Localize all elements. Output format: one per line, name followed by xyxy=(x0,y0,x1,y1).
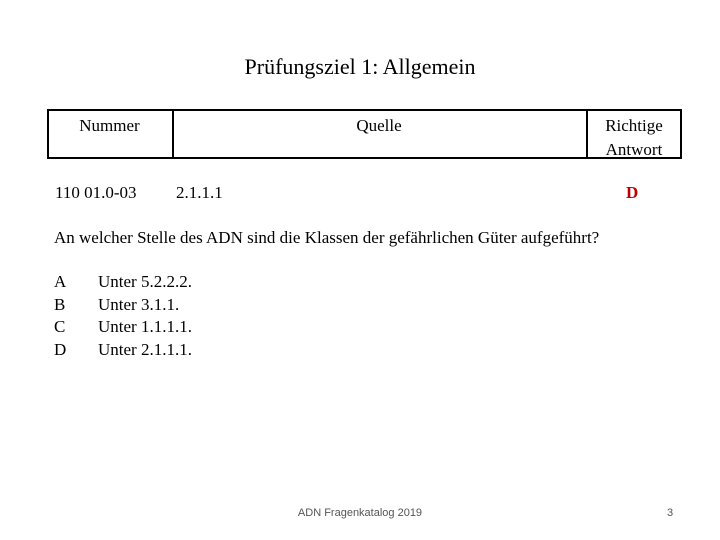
header-number: Nummer xyxy=(79,116,140,135)
header-answer-line1: Richtige xyxy=(605,116,663,135)
option-text: Unter 2.1.1.1. xyxy=(98,339,192,359)
question-number: 110 01.0-03 xyxy=(55,183,137,202)
option-text: Unter 5.2.2.2. xyxy=(98,272,192,291)
option-letter: C xyxy=(54,317,66,336)
header-answer-line2: Antwort xyxy=(605,140,663,159)
option-letter: A xyxy=(54,272,67,291)
header-source: Quelle xyxy=(356,116,402,135)
page-number: 3 xyxy=(667,507,674,519)
footer-text: ADN Fragenkatalog 2019 xyxy=(297,507,423,519)
option-letter: D xyxy=(54,339,67,359)
correct-answer: D xyxy=(626,183,639,202)
header-answer xyxy=(586,114,682,162)
option-text: Unter 1.1.1.1. xyxy=(98,317,192,336)
option-text: Unter 3.1.1. xyxy=(98,294,180,314)
question-source: 2.1.1.1 xyxy=(176,183,223,202)
option-a xyxy=(54,271,192,294)
option-c xyxy=(54,316,192,339)
answer-options xyxy=(54,271,192,361)
option-letter: B xyxy=(54,294,66,314)
slide-title: Prüfungsziel 1: Allgemein xyxy=(244,54,476,79)
question-text: An welcher Stelle des ADN sind die Klassen der gefährlichen Güter aufgeführt? xyxy=(54,228,600,247)
option-b xyxy=(54,294,192,317)
option-d xyxy=(54,339,192,362)
